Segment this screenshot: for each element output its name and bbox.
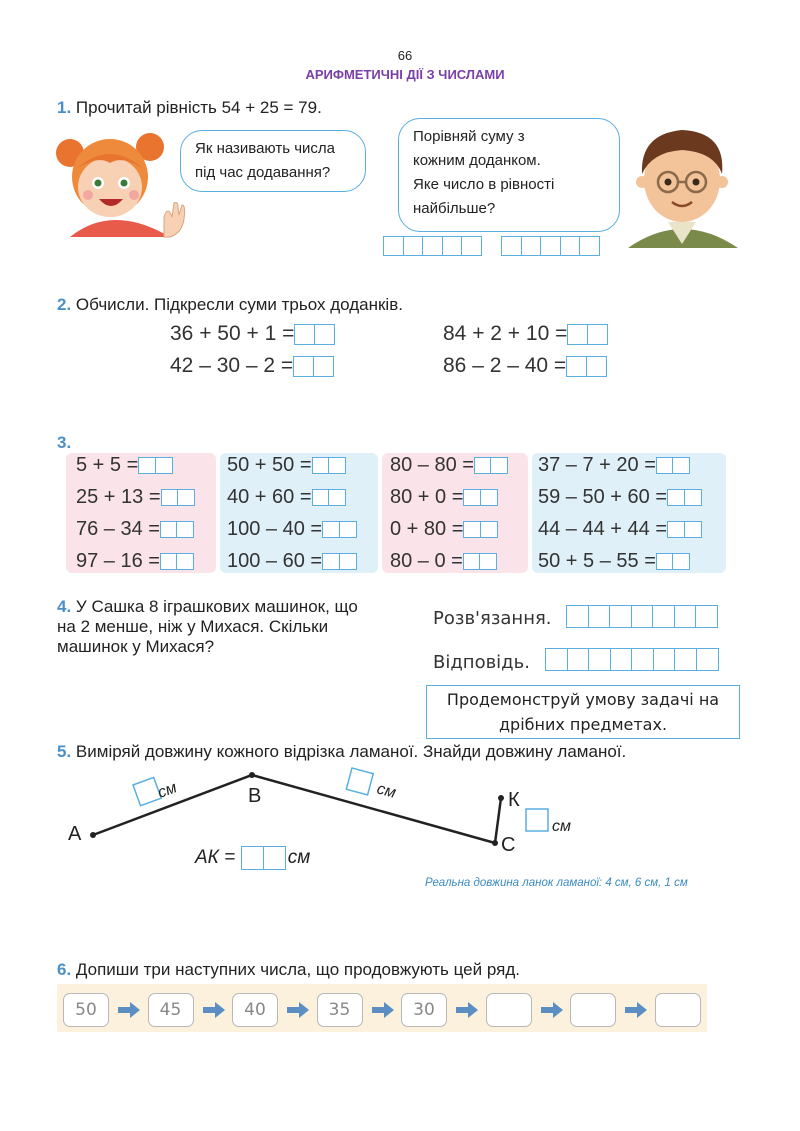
- girl-speech-bubble: [180, 130, 366, 192]
- label-a: A: [68, 823, 82, 845]
- task3-expression: 76 – 34 =: [76, 518, 194, 541]
- answer-cells[interactable]: [474, 457, 509, 474]
- page-title: АРИФМЕТИЧНІ ДІЇ З ЧИСЛАМИ: [305, 67, 505, 82]
- girl-bubble-line: Як називають числа: [195, 140, 335, 157]
- boy-bubble-line: Яке число в рівності: [413, 176, 555, 193]
- arrow-right-icon: [456, 1002, 478, 1023]
- point-k: [498, 795, 504, 801]
- answer-cells[interactable]: [567, 324, 608, 345]
- task1-text: Прочитай рівність 54 + 25 = 79.: [75, 98, 322, 117]
- segment-bc-unit: см: [374, 780, 398, 802]
- task3-expression: 100 – 60 =: [227, 550, 357, 573]
- label-b: B: [248, 785, 262, 807]
- task5-text: Виміряй довжину кожного відрізка ламаної. Знайди довжину ламаної.: [75, 742, 627, 761]
- sequence-empty-cell[interactable]: [655, 993, 701, 1027]
- sequence-number: 30: [401, 993, 447, 1027]
- label-c: C: [501, 834, 516, 856]
- arrow-right-icon: [118, 1002, 140, 1023]
- real-lengths-note: Реальна довжина ланок ламаної: 4 см, 6 см, 1 см: [425, 877, 688, 889]
- solution-label: Розв'язання.: [433, 608, 552, 629]
- sequence-empty-cell[interactable]: [570, 993, 616, 1027]
- boy-bubble-line: найбільше?: [413, 200, 496, 217]
- task4-note-box: Продемонструй умову задачі на дрібних предметах.: [426, 685, 740, 739]
- task2-number: 2.: [57, 295, 72, 314]
- task3-expression: 5 + 5 =: [76, 454, 173, 477]
- answer-cells[interactable]: [463, 553, 498, 570]
- answer-cells[interactable]: [160, 553, 195, 570]
- task2-expression: 86 – 2 – 40 =: [443, 354, 607, 378]
- segment-ck-unit: см: [552, 818, 571, 835]
- task3-expression: 0 + 80 =: [390, 518, 498, 541]
- task1-number: 1.: [57, 98, 72, 117]
- task2-heading: [57, 295, 403, 315]
- label-k: К: [508, 789, 520, 811]
- segment-ab-unit: см: [155, 779, 180, 802]
- task6-number: 6.: [57, 960, 72, 979]
- answer-label: Відповідь.: [433, 652, 530, 673]
- solution-cells[interactable]: [566, 605, 718, 628]
- boy-speech-bubble: [398, 118, 620, 232]
- task2-expression: 36 + 50 + 1 =: [170, 322, 335, 346]
- girl-illustration: [52, 125, 192, 240]
- point-a: [90, 832, 96, 838]
- ak-answer-cells[interactable]: [241, 846, 286, 870]
- answer-cells[interactable]: [312, 489, 347, 506]
- task3-expression: 25 + 13 =: [76, 486, 195, 509]
- task3-expression: 44 – 44 + 44 =: [538, 518, 702, 541]
- task3-expression: 50 + 5 – 55 =: [538, 550, 690, 573]
- answer-cells[interactable]: [545, 648, 719, 671]
- segment-ck-cell[interactable]: [526, 809, 548, 831]
- answer-cells[interactable]: [312, 457, 347, 474]
- boy-illustration: [622, 122, 744, 250]
- task6-text: Допиши три наступних числа, що продовжують цей ряд.: [75, 960, 520, 979]
- sequence-number: 50: [63, 993, 109, 1027]
- arrow-right-icon: [372, 1002, 394, 1023]
- task3-expression: 80 + 0 =: [390, 486, 498, 509]
- task4-number: 4.: [57, 597, 72, 616]
- task3-expression: 80 – 0 =: [390, 550, 497, 573]
- task3-expression: 100 – 40 =: [227, 518, 357, 541]
- task1-answer-cells-2[interactable]: [501, 236, 600, 256]
- polyline-figure: [60, 760, 660, 880]
- boy-bubble-line: кожним доданком.: [413, 152, 541, 169]
- answer-cells[interactable]: [656, 553, 691, 570]
- arrow-right-icon: [287, 1002, 309, 1023]
- page-number: 66: [397, 48, 413, 63]
- point-c: [492, 840, 498, 846]
- task3-expression: 40 + 60 =: [227, 486, 346, 509]
- answer-cells[interactable]: [463, 521, 498, 538]
- arrow-right-icon: [541, 1002, 563, 1023]
- task3-expression: 59 – 50 + 60 =: [538, 486, 702, 509]
- task1-heading: [57, 98, 322, 118]
- answer-cells[interactable]: [667, 489, 702, 506]
- arrow-right-icon: [203, 1002, 225, 1023]
- boy-bubble-line: Порівняй суму з: [413, 128, 525, 145]
- answer-cells[interactable]: [667, 521, 702, 538]
- task3-number: 3.: [57, 433, 72, 452]
- sequence-number: 45: [148, 993, 194, 1027]
- ak-formula: АК = см: [195, 847, 311, 868]
- answer-cells[interactable]: [463, 489, 498, 506]
- sequence-number: 40: [232, 993, 278, 1027]
- sequence-number: 35: [317, 993, 363, 1027]
- answer-cells[interactable]: [161, 489, 196, 506]
- point-b: [249, 772, 255, 778]
- task3-expression: 97 – 16 =: [76, 550, 194, 573]
- answer-cells[interactable]: [138, 457, 173, 474]
- arrow-right-icon: [625, 1002, 647, 1023]
- task2-expression: 42 – 30 – 2 =: [170, 354, 334, 378]
- task2-expression: 84 + 2 + 10 =: [443, 322, 608, 346]
- sequence-empty-cell[interactable]: [486, 993, 532, 1027]
- task1-answer-cells-1[interactable]: [383, 236, 482, 256]
- answer-cells[interactable]: [322, 521, 357, 538]
- answer-cells[interactable]: [322, 553, 357, 570]
- answer-cells[interactable]: [566, 356, 607, 377]
- task5-number: 5.: [57, 742, 72, 761]
- task2-text: Обчисли. Підкресли суми трьох доданків.: [75, 295, 403, 314]
- answer-cells[interactable]: [294, 324, 335, 345]
- answer-cells[interactable]: [293, 356, 334, 377]
- task3-expression: 37 – 7 + 20 =: [538, 454, 690, 477]
- answer-cells[interactable]: [656, 457, 691, 474]
- task3-expression: 80 – 80 =: [390, 454, 508, 477]
- segment-bc-cell[interactable]: [346, 768, 373, 795]
- task6-heading: [57, 960, 520, 980]
- task3-expression: 50 + 50 =: [227, 454, 346, 477]
- answer-cells[interactable]: [160, 521, 195, 538]
- task4-problem: 4. У Сашка 8 іграшкових машинок, що на 2 менше, ніж у Михася. Скільки машинок у Михася?: [57, 597, 358, 656]
- girl-bubble-line: під час додавання?: [195, 164, 331, 181]
- task5-heading: [57, 742, 626, 762]
